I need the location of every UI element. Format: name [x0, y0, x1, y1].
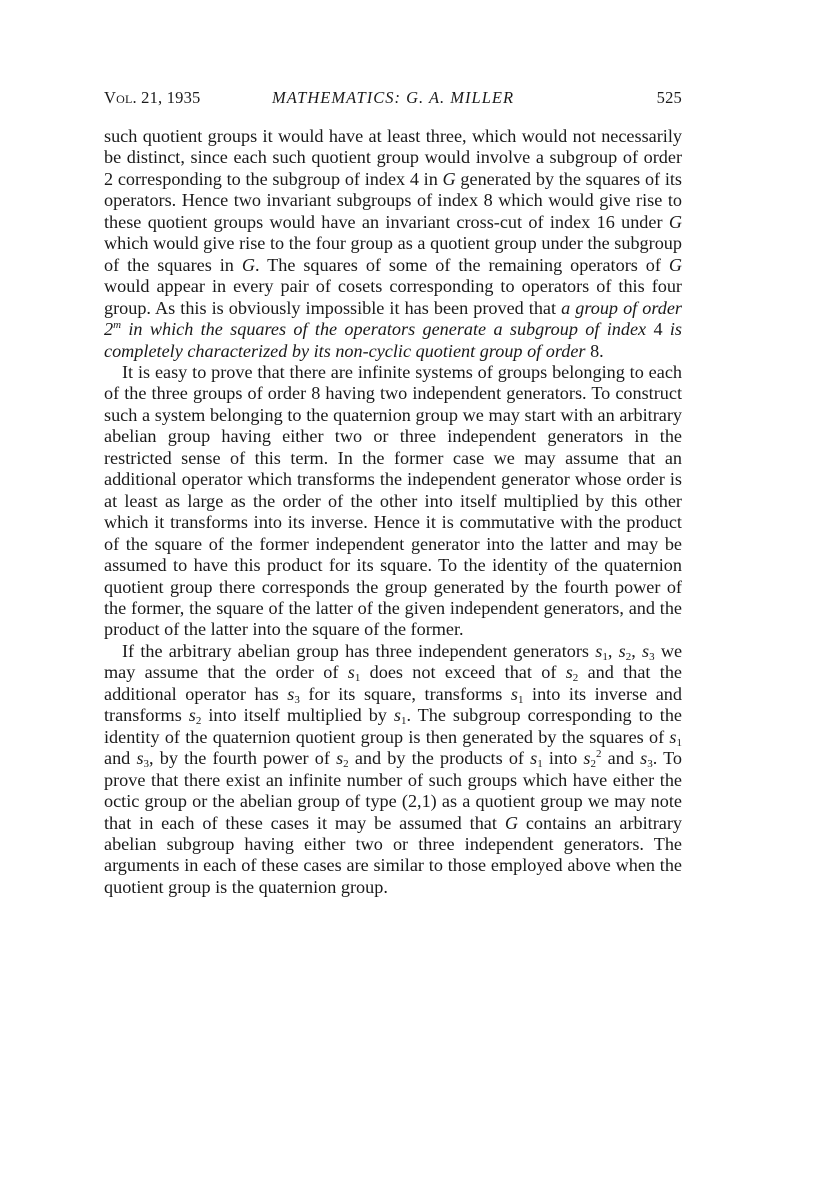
- paragraph-3: If the arbitrary abelian group has three independent generators $s_1$, $s_2$, $s_3$ we may assume that the order of $s_1$ does not exceed that of $s_2$ and that the additional operator has $s_3$ for its square, transforms $s_1$ into its inverse and transforms $s_2$ into itself multiplied by $s_1$. The subgroup corresponding to the identity of the quaternion quotient group is then generated by the squares of $s_1$ and $s_3$, by the fourth power of $s_2$ and by the products of $s_1$ into $s_2^2$ and $s_3$. To prove that there exist an infinite number of such groups which have either the octic group or the abelian group of type (2,1) as a quotient group we may note that in each of these cases it may be assumed that G contains an arbitrary abelian subgroup having either two or three independent generators. The arguments in each of these cases are similar to those employed above when the quotient group is the quaternion group.: [104, 640, 683, 897]
- paragraph-1: such quotient groups it would have at least three, which would not necessarily be distinct, since each such quotient group would involve a subgroup of order 2 corresponding to the subgroup of index 4 in G generated by the squares of its operators. Hence two invariant subgroups of index 8 which would give rise to these quotient groups would have an invariant cross-cut of index 16 under G which would give rise to the four group as a quotient group under the subgroup of the squares in G. The squares of some of the remaining operators of G would appear in every pair of cosets corresponding to operators of this four group. As this is obviously impossible it has been proved that a group of order 2$^m$ in which the squares of the operators generate a subgroup of index 4 is completely characterized by its non-cyclic quotient group of order 8.: [104, 126, 683, 361]
- article-running-title: MATHEMATICS: G. A. MILLER: [271, 88, 515, 107]
- journal-page: [104, 88, 682, 898]
- page-number: 525: [656, 88, 682, 107]
- theorem-statement: a group of order 2$^m$ in which the squares of the operators generate a subgroup of index 4 is completely characterized by its non-cyclic quotient group of order 8: [104, 297, 682, 361]
- volume-year: Vol. 21, 1935: [104, 88, 201, 107]
- running-head: [104, 88, 682, 114]
- paragraph-2: It is easy to prove that there are infinite systems of groups belonging to each of the three groups of order 8 having two independent generators. To construct such a system belonging to the quaternion group we may start with an arbitrary abelian group having either two or three independent generators in the restricted sense of this term. In the former case we may assume that an additional operator which transforms the independent generator whose order is at least as large as the order of the other into itself multiplied by this other which it transforms into its inverse. Hence it is commutative with the product of the square of the former independent generator into the latter and may be assumed to have this product for its square. To the identity of the quaternion quotient group there corresponds the group generated by the fourth power of the former, the square of the latter of the given independent generators, and the product of the latter into the square of the former.: [104, 361, 682, 640]
- article-body: [104, 126, 682, 898]
